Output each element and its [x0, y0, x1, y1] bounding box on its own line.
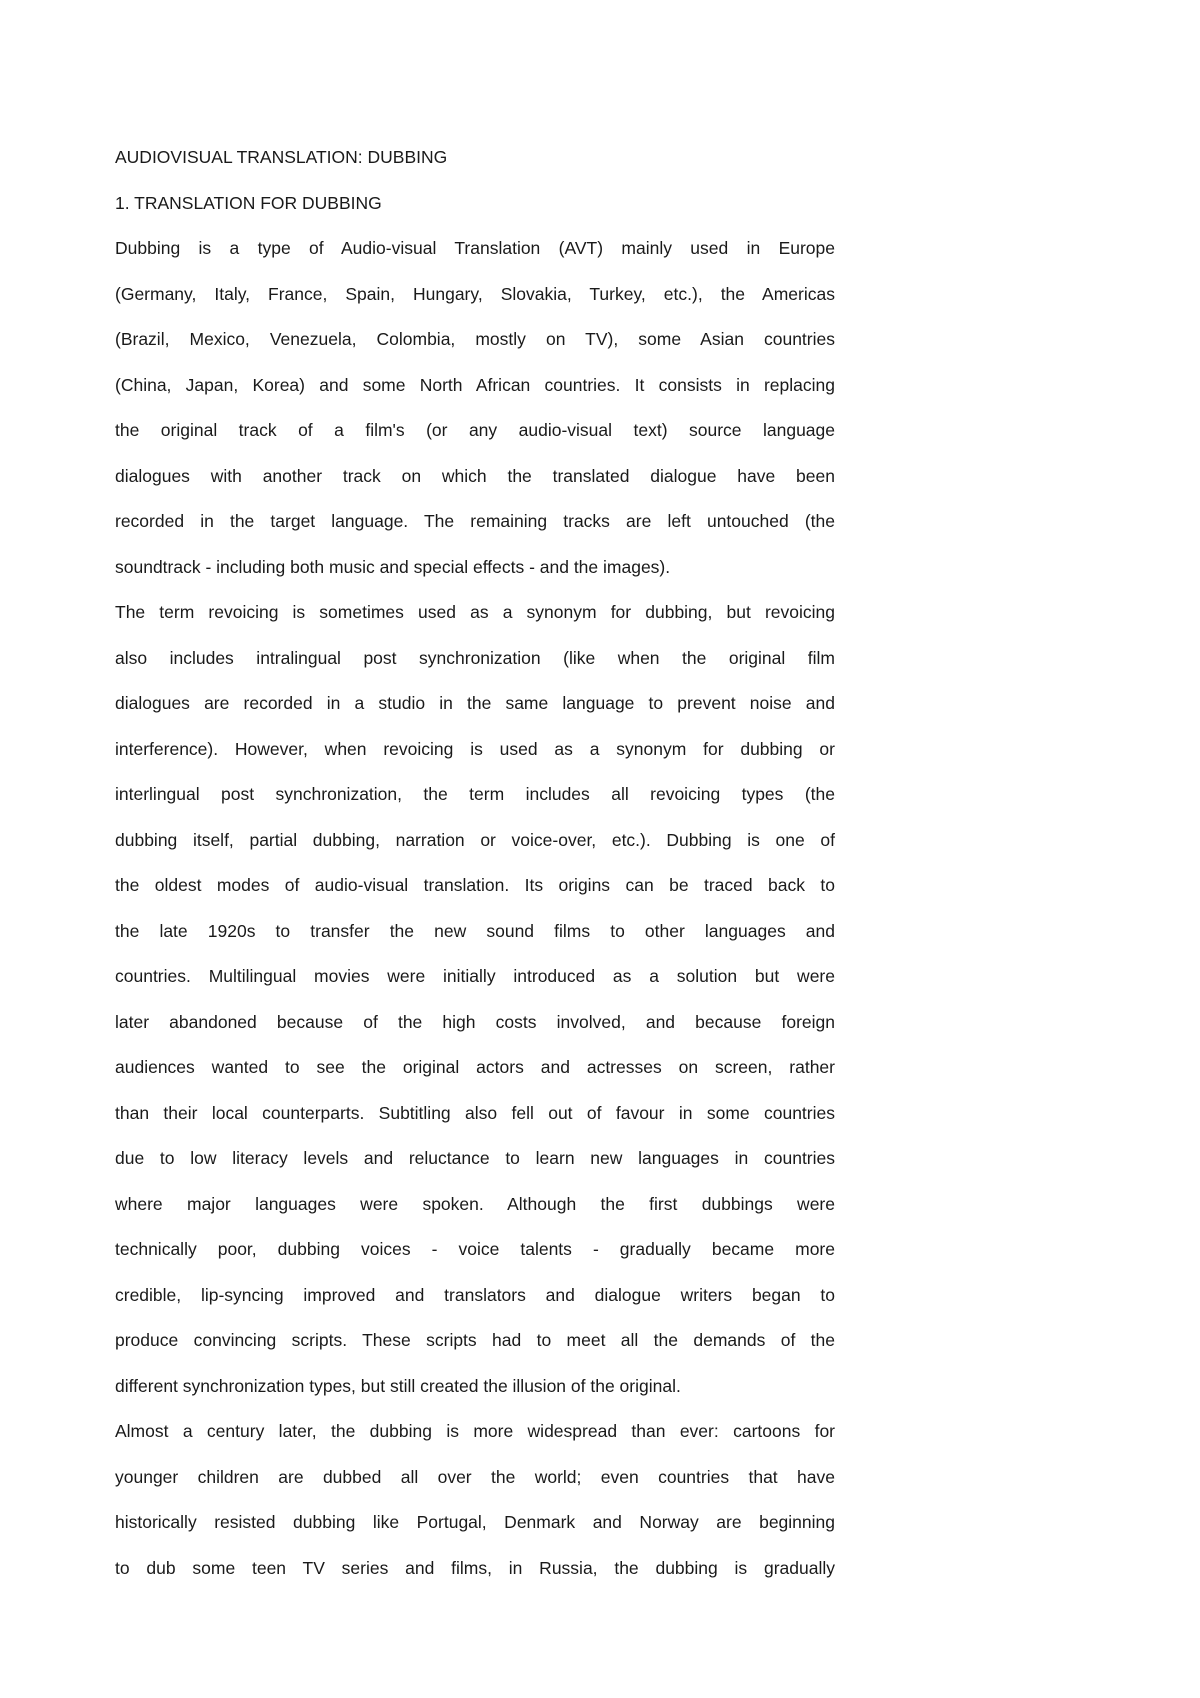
document-title: AUDIOVISUAL TRANSLATION: DUBBING	[115, 147, 448, 167]
section-heading: 1. TRANSLATION FOR DUBBING	[115, 192, 382, 213]
body-line: (Brazil, Mexico, Venezuela, Colombia, mostly on TV), some Asian countries	[115, 329, 835, 349]
body-text	[115, 233, 835, 1598]
body-line: The term revoicing is sometimes used as a synonym for dubbing, but revoicing	[115, 602, 835, 622]
body-line: recorded in the target language. The remaining tracks are left untouched (the	[115, 511, 835, 531]
body-line: younger children are dubbed all over the world; even countries that have	[115, 1466, 835, 1487]
body-line: where major languages were spoken. Although the first dubbings were	[115, 1193, 835, 1214]
body-line: than their local counterparts. Subtitling also fell out of favour in some countries	[115, 1102, 835, 1123]
body-line: to dub some teen TV series and films, in Russia, the dubbing is gradually	[115, 1557, 835, 1578]
body-line: (Germany, Italy, France, Spain, Hungary, Slovakia, Turkey, etc.), the Americas	[115, 283, 835, 304]
body-line: the late 1920s to transfer the new sound films to other languages and	[115, 920, 835, 941]
body-line: due to low literacy levels and reluctance to learn new languages in countries	[115, 1148, 835, 1168]
body-line: produce convincing scripts. These scripts had to meet all the demands of the	[115, 1330, 835, 1350]
body-line: soundtrack - including both music and special effects - and the images).	[115, 556, 671, 577]
body-line: dubbing itself, partial dubbing, narration or voice-over, etc.). Dubbing is one of	[115, 829, 835, 850]
body-line: later abandoned because of the high costs involved, and because foreign	[115, 1011, 835, 1032]
body-line: historically resisted dubbing like Portugal, Denmark and Norway are beginning	[115, 1512, 835, 1532]
body-line: Almost a century later, the dubbing is more widespread than ever: cartoons for	[115, 1421, 835, 1441]
body-line: audiences wanted to see the original actors and actresses on screen, rather	[115, 1057, 835, 1077]
body-line: also includes intralingual post synchronization (like when the original film	[115, 647, 835, 668]
body-line: technically poor, dubbing voices - voice talents - gradually became more	[115, 1239, 835, 1259]
body-line: interlingual post synchronization, the term includes all revoicing types (the	[115, 784, 835, 804]
body-line: dialogues with another track on which the translated dialogue have been	[115, 465, 835, 486]
body-line: interference). However, when revoicing is used as a synonym for dubbing or	[115, 738, 835, 759]
document-body	[115, 142, 835, 1598]
body-line: countries. Multilingual movies were initially introduced as a solution but were	[115, 966, 835, 986]
body-line: (China, Japan, Korea) and some North African countries. It consists in replacing	[115, 374, 835, 395]
body-line: dialogues are recorded in a studio in the same language to prevent noise and	[115, 693, 835, 713]
body-line: credible, lip-syncing improved and translators and dialogue writers began to	[115, 1284, 835, 1305]
body-line: the original track of a film's (or any audio-visual text) source language	[115, 420, 835, 440]
body-line: Dubbing is a type of Audio-visual Translation (AVT) mainly used in Europe	[115, 238, 835, 258]
body-line: different synchronization types, but still created the illusion of the original.	[115, 1375, 681, 1396]
body-line: the oldest modes of audio-visual translation. Its origins can be traced back to	[115, 875, 835, 895]
